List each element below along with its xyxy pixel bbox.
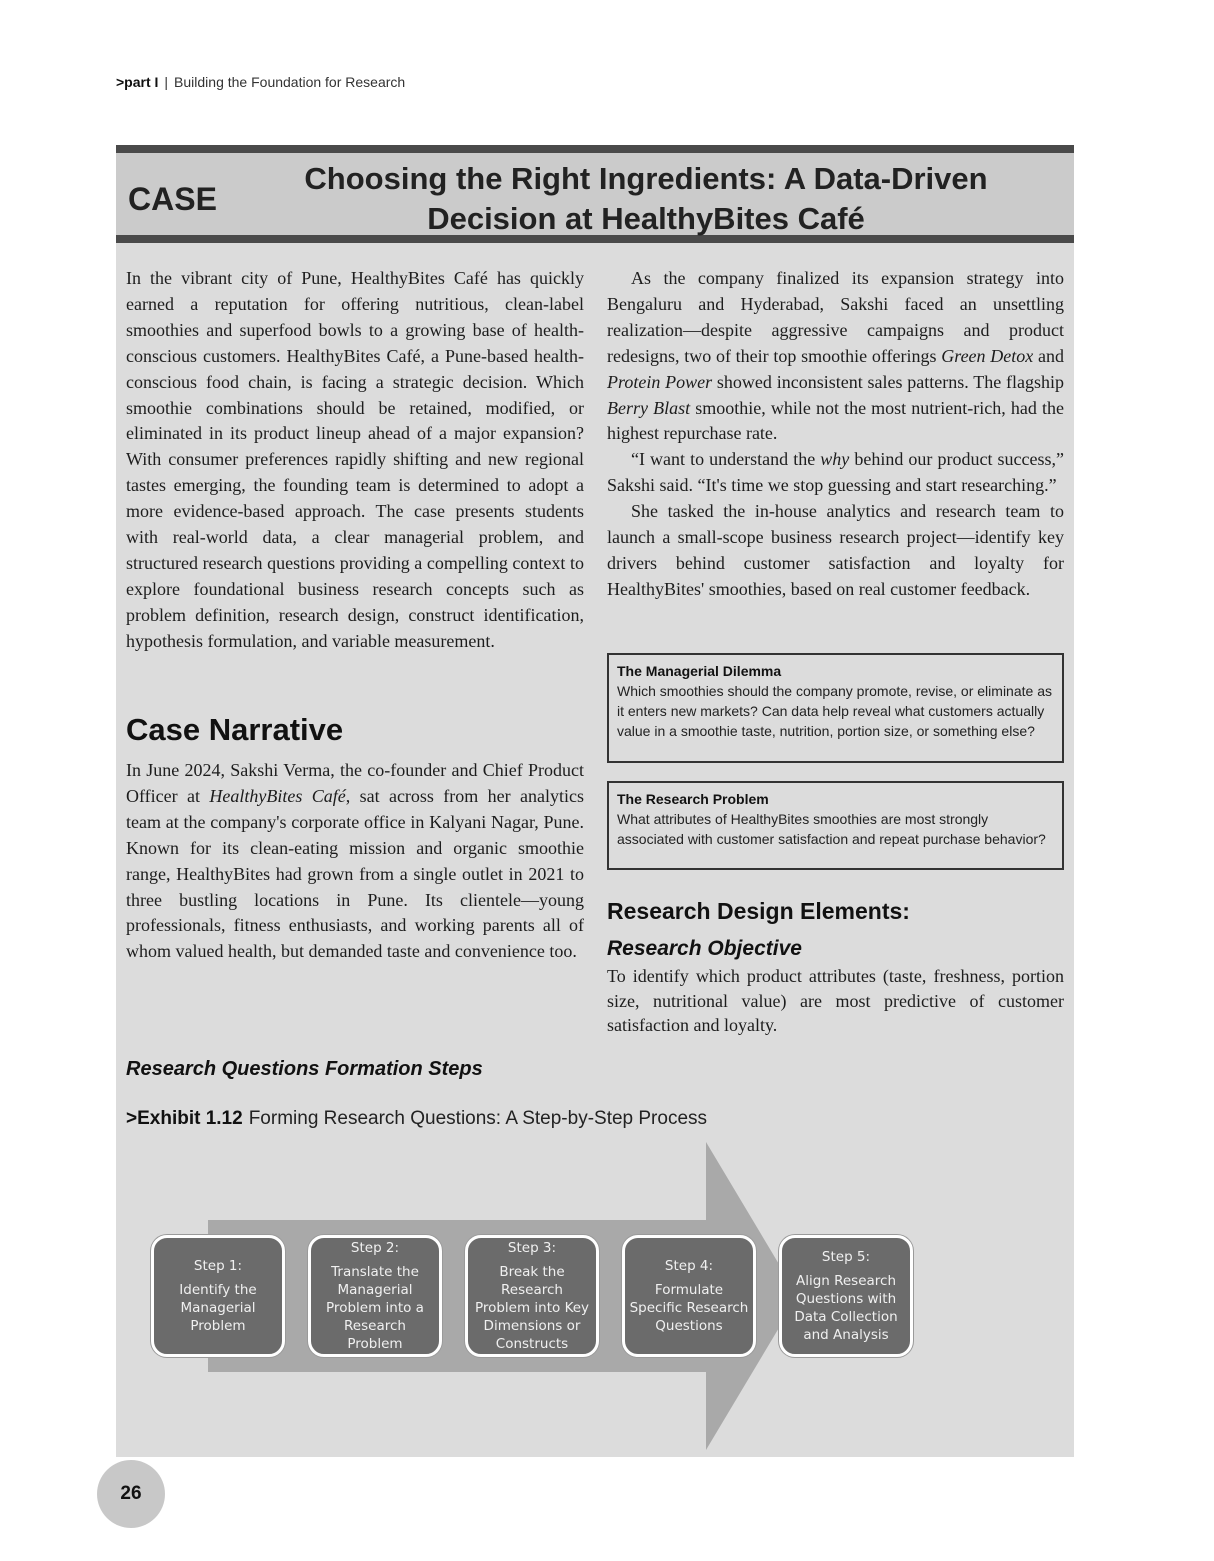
step-1-box <box>151 1235 285 1357</box>
narrative-text-b: , sat across from her analytics team at the company's corporate office in Kalyani Nagar, Pune. Known for its clean-eating mission and organic smoothie range, HealthyBites had grown from a single outlet in 2021 to three bustling locations in Pune. Its clientele—young professionals, fitness enthusiasts, and working parents all of whom valued health, but demanded taste and convenience too. <box>126 785 584 962</box>
step-2-text: Translate the Managerial Problem into a Research Problem <box>326 1264 424 1352</box>
quote-text-a: “I want to understand the <box>631 449 821 470</box>
step-4-box <box>622 1235 756 1357</box>
managerial-dilemma-text: Which smoothies should the company promote, revise, or eliminate as it enters new markets? Can data help reveal what customers actually value in a smoothie taste, nutrition, portion size, or something else? <box>617 683 1052 739</box>
managerial-dilemma-title: The Managerial Dilemma <box>617 663 782 679</box>
exhibit-title: Forming Research Questions: A Step-by-Step Process <box>248 1108 708 1129</box>
steps-heading: Research Questions Formation Steps <box>126 1058 483 1080</box>
step-2-box <box>308 1235 442 1357</box>
step-1-number: Step 1: <box>193 1258 243 1274</box>
product-green-detox: Green Detox <box>941 345 1034 366</box>
quote-text-b: behind our product success,” Sakshi said. “It's time we stop guessing and start researching.” <box>607 449 1064 496</box>
part-label: >part I <box>116 74 159 90</box>
expansion-text-b: showed inconsistent sales patterns. The flagship <box>712 371 1064 392</box>
step-5-box <box>779 1235 913 1357</box>
research-objective-heading: Research Objective <box>607 937 802 960</box>
case-narrative-heading: Case Narrative <box>126 712 344 747</box>
case-title-line1: Choosing the Right Ingredients: A Data-Driven <box>304 161 988 196</box>
part-title: Building the Foundation for Research <box>174 74 406 90</box>
research-problem-text: What attributes of HealthyBites smoothies are most strongly associated with customer satisfaction and repeat purchase behavior? <box>617 811 1046 847</box>
narrative-company-name: HealthyBites Café <box>209 785 346 806</box>
step-4-number: Step 4: <box>664 1258 714 1274</box>
page-number: 26 <box>97 1460 165 1528</box>
research-objective-text: To identify which product attributes (taste, freshness, portion size, nutritional value) are most predictive of customer satisfaction and loyalty. <box>607 966 1064 1035</box>
step-1-text: Identify the Managerial Problem <box>179 1282 257 1334</box>
task-paragraph: She tasked the in-house analytics and research team to launch a small-scope business research project—identify key drivers behind customer satisfaction and loyalty for HealthyBites' smoothies, based on real customer feedback. <box>607 501 1064 599</box>
step-2-number: Step 2: <box>350 1240 400 1256</box>
research-design-heading: Research Design Elements: <box>607 898 910 924</box>
case-label: CASE <box>128 181 217 217</box>
running-head: >part I | Building the Foundation for Research <box>116 74 406 90</box>
product-protein-power: Protein Power <box>607 371 713 392</box>
step-4-text: Formulate Specific Research Questions <box>629 1282 749 1334</box>
intro-text: In the vibrant city of Pune, HealthyBites Café has quickly earned a reputation for offering nutritious, clean-label smoothies and superfood bowls to a growing base of health-conscious customers. HealthyBites Café, a Pune-based health-conscious food chain, is facing a strategic decision. Which smoothie combinations should be retained, modified, or eliminated in its product lineup ahead of a major expansion? With consumer preferences rapidly shifting and new regional tastes emerging, the founding team is determined to adopt a more evidence-based approach. The case presents students with real-world data, a clear managerial problem, and structured research questions providing a compelling context to explore foundational business research concepts such as problem definition, research design, construct identification, hypothesis formulation, and variable measurement. <box>126 268 584 651</box>
step-3-number: Step 3: <box>507 1240 557 1256</box>
step-5-number: Step 5: <box>821 1249 871 1265</box>
product-berry-blast: Berry Blast <box>607 397 691 418</box>
exhibit-number: >Exhibit 1.12 <box>126 1108 243 1129</box>
step-5-text: Align Research Questions with Data Collection and Analysis <box>794 1273 898 1343</box>
research-problem-title: The Research Problem <box>617 791 769 807</box>
expansion-text-and: and <box>1033 345 1064 366</box>
narrative-text-a: In June 2024, Sakshi Verma, the co-founder and Chief Product Officer at <box>126 760 584 806</box>
quote-why: why <box>820 449 850 470</box>
case-title-line2: Decision at HealthyBites Café <box>427 201 865 236</box>
step-3-box <box>465 1235 599 1357</box>
step-3-text: Break the Research Problem into Key Dimensions or Constructs <box>474 1264 590 1352</box>
expansion-text-c: smoothie, while not the most nutrient-rich, had the highest repurchase rate. <box>607 397 1064 444</box>
expansion-text-a: As the company finalized its expansion strategy into Bengaluru and Hyderabad, Sakshi faced an unsettling realization—despite aggressive campaigns and product redesigns, two of their top smoothie offerings <box>607 268 1064 366</box>
